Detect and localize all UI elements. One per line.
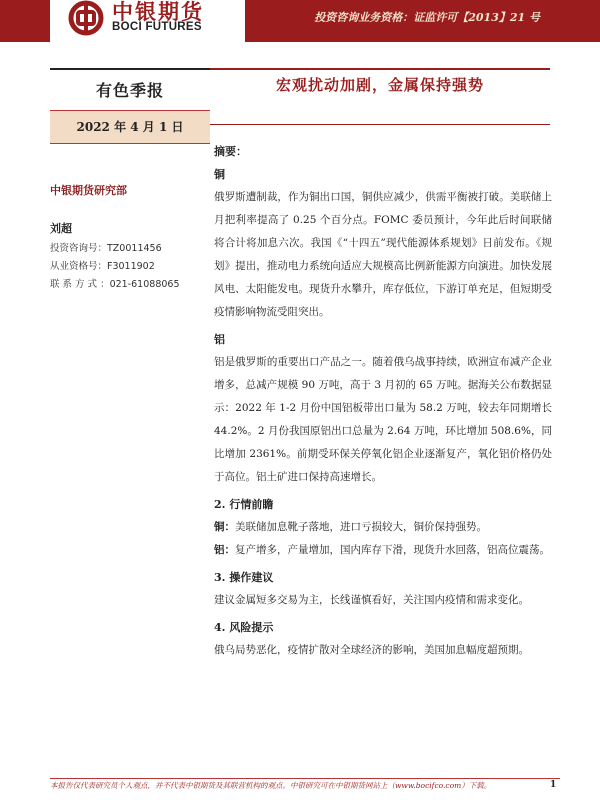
license-text: 投资咨询业务资格：证监许可【2013】21 号 [314,11,540,24]
title-top-line [210,68,550,70]
analyst-contact: 联 系 方 式 ：021-61088065 [50,279,180,290]
report-title: 宏观扰动加剧，金属保持强势 [275,76,484,94]
risk-paragraph: 俄乌局势恶化，疫情扩散对全球经济的影响，美国加息幅度超预期。 [214,644,529,656]
institute-name: 中银期货研究部 [50,184,127,197]
report-date: 2022 年 4 月 1 日 [50,110,210,144]
advice-paragraph: 建议金属短多交易为主，长线谨慎看好，关注国内疫情和需求变化。 [214,594,529,606]
logo-chinese: 中银期货 [112,0,204,24]
outlook-aluminum [214,539,552,562]
outlook-copper-text: 美联储加息靴子落地，进口亏损较大，铜价保持强势。 [235,521,487,533]
analyst-qualification: 从业资格号：F3011902 [50,261,155,272]
aluminum-paragraph: 铝是俄罗斯的重要出口产品之一。随着俄乌战事持续，欧洲宣布减产企业增多，总减产规模 90 万吨，高于 3 月初的 65 万吨。据海关公布数据显示：2022 年 1-2 月份中国铝板带出口量为 58.2 万吨，较去年同期增长 44.2%。2 月份我国原铝出口总量为 2.64 万吨，环比增加 508.6%，同比增加 2361%。前期受环保关停氧化铝企业逐渐复产，氧化铝价格仍处于高位。铝土矿进口保持高速增长。 [214,356,552,483]
report-type: 有色季报 [95,81,164,100]
analyst-name: 刘超 [50,222,72,235]
copper-paragraph: 俄罗斯遭制裁，作为铜出口国，铜供应减少，供需平衡被打破。美联储上月把利率提高了 0.25 个百分点。FOMC 委员预计，今年此后时间联储将合计将加息六次。我国《“十四五”现代能源体系规划》日前发布。《规划》提出，推动电力系统向适应大规模高比例新能源方向演进。加快发展风电、太阳能发电。现货升水攀升，库存低位，下游订单充足，但短期受疫情影响物流受阻突出。 [214,191,552,318]
outlook-copper-lead: 铜： [214,521,235,533]
outlook-heading: 2. 行情前瞻 [214,498,274,511]
outlook-al-text: 复产增多，产量增加，国内库存下滑，现货升水回落，铝高位震荡。 [235,544,550,556]
footer-divider [50,778,560,779]
boc-logo-icon [68,0,104,36]
analyst-license: 投资咨询号：TZ0011456 [50,243,162,254]
report-body [214,140,552,662]
footer-disclaimer: 本报告仅代表研究员个人观点，并不代表中银期货及其联营机构的观点。中银研究可在中银期货网站上（www.bocifco.com）下载。 [50,781,492,790]
advice-heading: 3. 操作建议 [214,571,274,584]
summary-heading: 摘要： [214,145,247,158]
copper-heading: 铜 [214,168,225,181]
logo [50,0,245,44]
sidebar-divider [50,68,210,70]
page-number: 1 [550,780,557,790]
aluminum-heading: 铝 [214,333,225,346]
title-bottom-line [210,124,550,125]
outlook-copper [214,516,552,539]
risk-heading: 4. 风险提示 [214,621,274,634]
logo-english: BOCI FUTURES [112,21,202,33]
outlook-al-lead: 铝： [214,544,235,556]
